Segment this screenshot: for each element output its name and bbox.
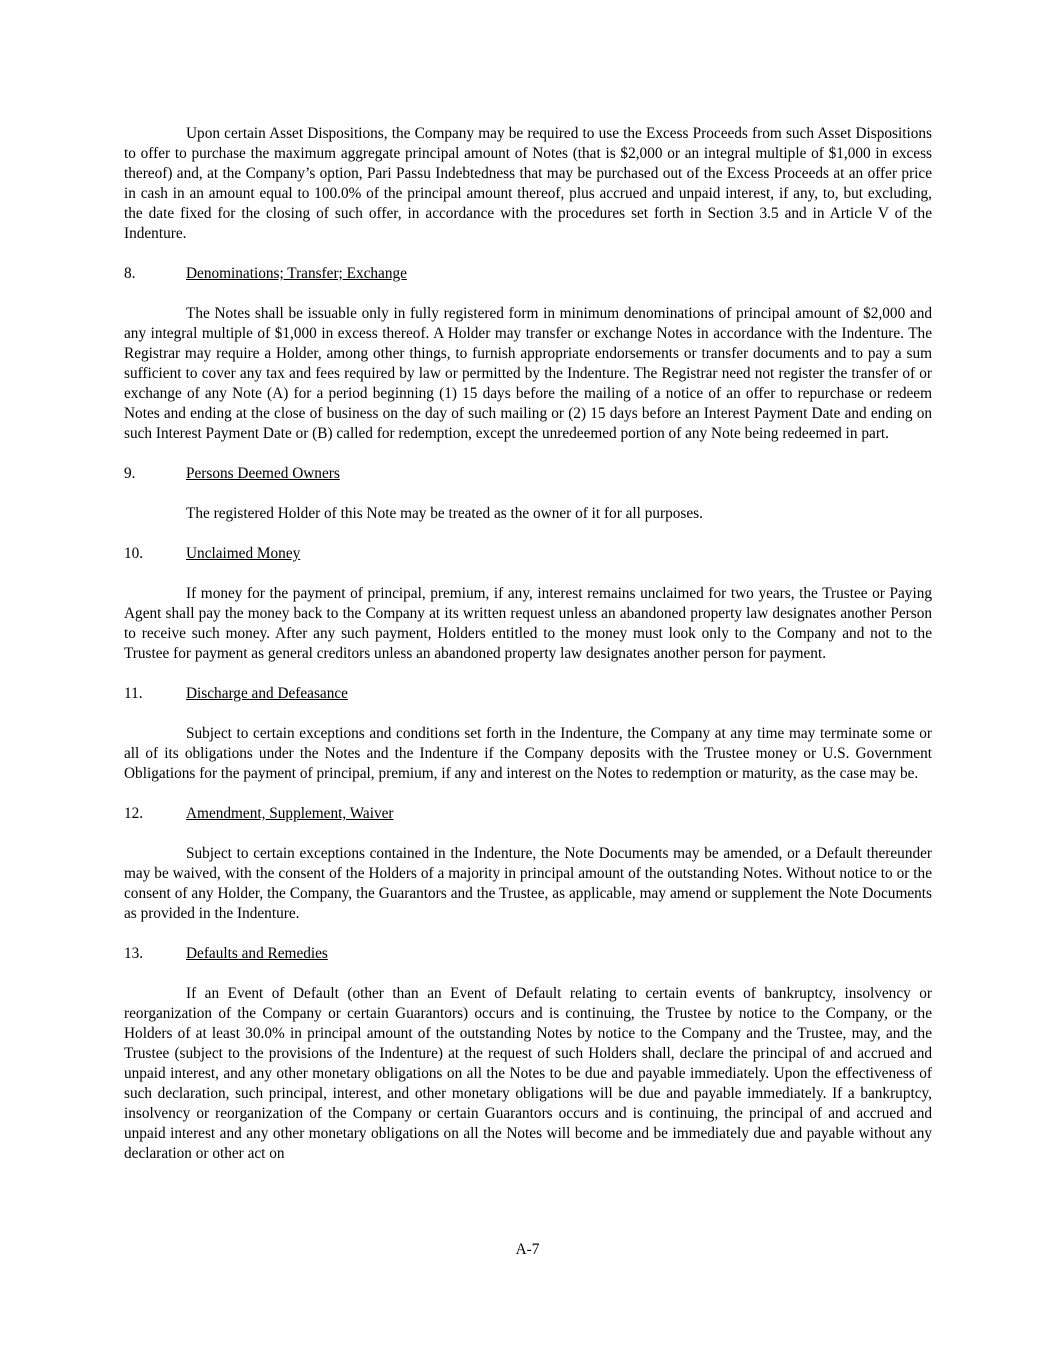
- section-title: Denominations; Transfer; Exchange: [186, 265, 407, 282]
- paragraph-amendment: Subject to certain exceptions contained in the Indenture, the Note Documents may be amended, or a Default thereunder may be waived, with the consent of the Holders of a majority in principal amount of the outstanding Notes. Without notice to or the consent of any Holder, the Company, the Guarantors and the Trustee, as applicable, may amend or supplement the Note Documents as provided in the Indenture.: [124, 845, 932, 922]
- section-title: Defaults and Remedies: [186, 945, 328, 962]
- section-number: 8.: [124, 265, 136, 282]
- paragraph-asset-dispositions: Upon certain Asset Dispositions, the Company may be required to use the Excess Proceeds from such Asset Dispositions to offer to purchase the maximum aggregate principal amount of Notes (that is $2,000 or an integral multiple of $1,000 in excess thereof) and, at the Company’s option, Pari Passu Indebtedness that may be purchased out of the Excess Proceeds at an offer price in cash in an amount equal to 100.0% of the principal amount thereof, plus accrued and unpaid interest, if any, to, but excluding, the date fixed for the closing of such offer, in accordance with the procedures set forth in Section 3.5 and in Article V of the Indenture.: [124, 125, 932, 242]
- document-page: [124, 124, 932, 1184]
- section-number: 11.: [124, 685, 143, 702]
- section-title: Discharge and Defeasance: [186, 685, 348, 702]
- section-heading-9: [124, 464, 932, 484]
- section-number: 13.: [124, 945, 144, 962]
- section-number: 10.: [124, 545, 144, 562]
- paragraph-denominations: The Notes shall be issuable only in fully registered form in minimum denominations of principal amount of $2,000 and any integral multiple of $1,000 in excess thereof. A Holder may transfer or exchange Notes in accordance with the Indenture. The Registrar may require a Holder, among other things, to furnish appropriate endorsements or transfer documents and to pay a sum sufficient to cover any tax and fees required by law or permitted by the Indenture. The Registrar need not register the transfer of or exchange of any Note (A) for a period beginning (1) 15 days before the mailing of a notice of an offer to repurchase or redeem Notes and ending at the close of business on the day of such mailing or (2) 15 days before an Interest Payment Date and ending on such Interest Payment Date or (B) called for redemption, except the unredeemed portion of any Note being redeemed in part.: [124, 305, 932, 442]
- section-heading-11: [124, 684, 932, 704]
- paragraph-persons-deemed-owners: The registered Holder of this Note may be treated as the owner of it for all purposes.: [186, 505, 703, 522]
- paragraph-unclaimed-money: If money for the payment of principal, premium, if any, interest remains unclaimed for two years, the Trustee or Paying Agent shall pay the money back to the Company at its written request unless an abandoned property law designates another Person to receive such money. After any such payment, Holders entitled to the money must look only to the Company and not to the Trustee for payment as general creditors unless an abandoned property law designates another person for payment.: [124, 585, 932, 662]
- section-title: Unclaimed Money: [186, 545, 301, 562]
- section-heading-8: [124, 264, 932, 284]
- section-heading-12: [124, 804, 932, 824]
- section-heading-10: [124, 544, 932, 564]
- section-heading-13: [124, 944, 932, 964]
- page-number: A-7: [515, 1241, 540, 1258]
- section-title: Persons Deemed Owners: [186, 465, 340, 482]
- section-number: 9.: [124, 465, 136, 482]
- section-number: 12.: [124, 805, 144, 822]
- paragraph-discharge-defeasance: Subject to certain exceptions and conditions set forth in the Indenture, the Company at any time may terminate some or all of its obligations under the Notes and the Indenture if the Company deposits with the Trustee money or U.S. Government Obligations for the payment of principal, premium, if any and interest on the Notes to redemption or maturity, as the case may be.: [124, 725, 932, 782]
- paragraph-defaults-remedies: If an Event of Default (other than an Event of Default relating to certain events of bankruptcy, insolvency or reorganization of the Company or certain Guarantors) occurs and is continuing, the Trustee by notice to the Company, or the Holders of at least 30.0% in principal amount of the outstanding Notes by notice to the Company and the Trustee, may, and the Trustee (subject to the provisions of the Indenture) at the request of such Holders shall, declare the principal of and accrued and unpaid interest, and any other monetary obligations on all the Notes to be due and payable immediately. Upon the effectiveness of such declaration, such principal, interest, and other monetary obligations will be due and payable immediately. If a bankruptcy, insolvency or reorganization of the Company or certain Guarantors occurs and is continuing, the principal of and accrued and unpaid interest and any other monetary obligations on all the Notes will become and be immediately due and payable without any declaration or other act on: [124, 985, 932, 1162]
- section-title: Amendment, Supplement, Waiver: [186, 805, 394, 822]
